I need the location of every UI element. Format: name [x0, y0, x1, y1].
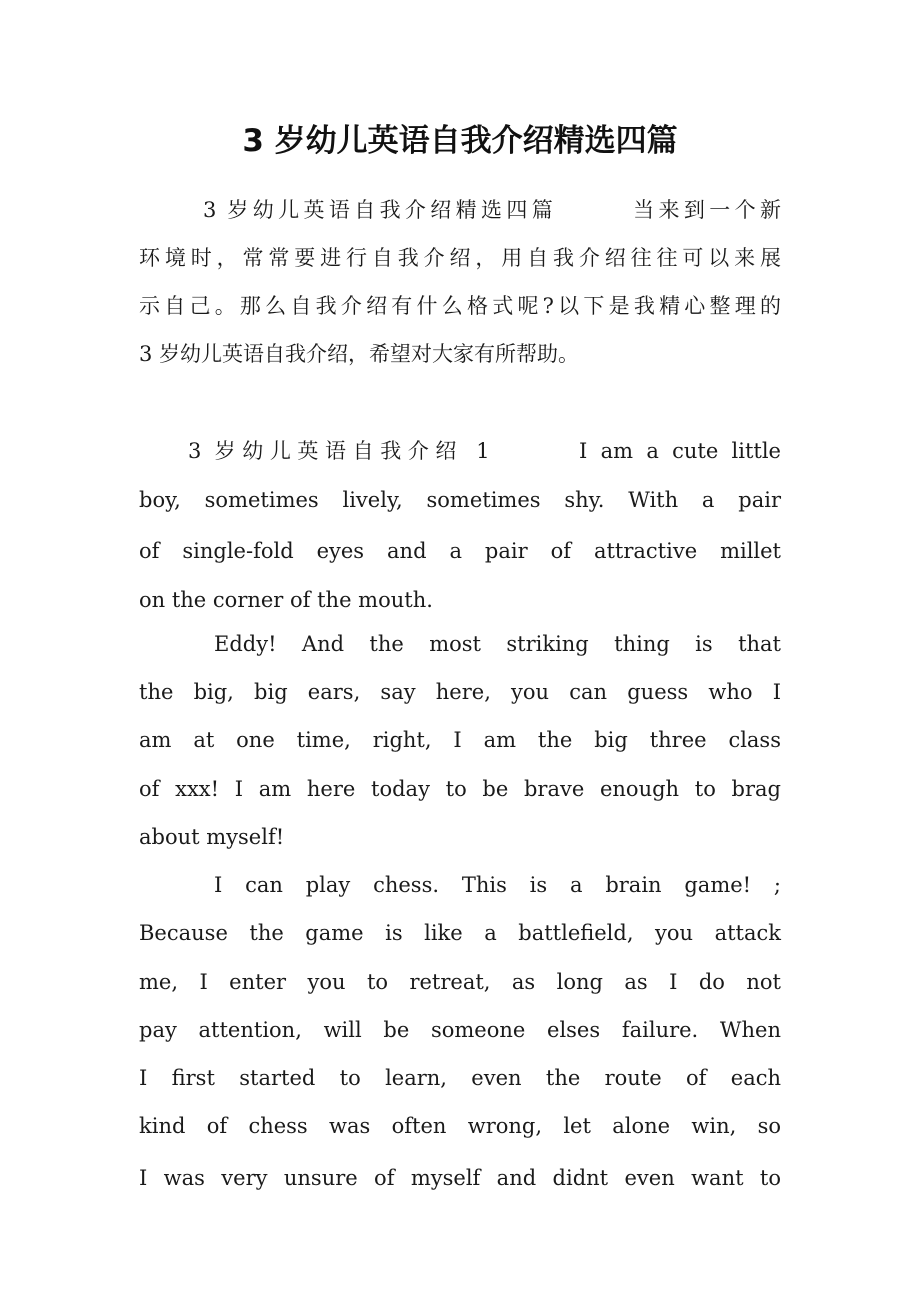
- intro-line-1: 3 岁幼儿英语自我介绍精选四篇 当来到一个新: [203, 198, 781, 222]
- paragraph-2-line-2: the big, big ears, say here, you can guess who I: [139, 680, 781, 704]
- paragraph-3-line-2: Because the game is like a battlefield, you attack: [139, 921, 781, 945]
- document-title: 3 岁幼儿英语自我介绍精选四篇: [242, 123, 678, 159]
- paragraph-3-line-3: me, I enter you to retreat, as long as I do not: [139, 970, 781, 994]
- paragraph-3-line-5: I first started to learn, even the route of each: [139, 1066, 781, 1090]
- paragraph-2-line-3: am at one time, right, I am the big three class: [139, 728, 781, 752]
- paragraph-3-line-7: I was very unsure of myself and didnt even want to: [139, 1166, 781, 1190]
- section-1-line-2: boy, sometimes lively, sometimes shy. With a pair: [139, 488, 781, 512]
- paragraph-2-line-1: Eddy! And the most striking thing is that: [214, 632, 781, 656]
- paragraph-3-line-6: kind of chess was often wrong, let alone win, so: [139, 1114, 781, 1138]
- paragraph-3-line-1: I can play chess. This is a brain game! ;: [214, 873, 781, 897]
- intro-line-4: 3 岁幼儿英语自我介绍，希望对大家有所帮助。: [139, 342, 580, 366]
- intro-line-2: 环境时，常常要进行自我介绍，用自我介绍往往可以来展: [139, 246, 781, 270]
- section-1-line-1: 3 岁幼儿英语自我介绍 1 I am a cute little: [188, 439, 781, 463]
- paragraph-2-line-4: of xxx! I am here today to be brave enough to brag: [139, 777, 781, 801]
- intro-line-3: 示自己。那么自我介绍有什么格式呢?以下是我精心整理的: [139, 294, 781, 318]
- paragraph-2-line-5: about myself!: [139, 825, 285, 849]
- paragraph-3-line-4: pay attention, will be someone elses failure. When: [139, 1018, 781, 1042]
- section-1-line-3: of single-fold eyes and a pair of attractive millet: [139, 539, 781, 563]
- section-1-line-4: on the corner of the mouth.: [139, 588, 433, 612]
